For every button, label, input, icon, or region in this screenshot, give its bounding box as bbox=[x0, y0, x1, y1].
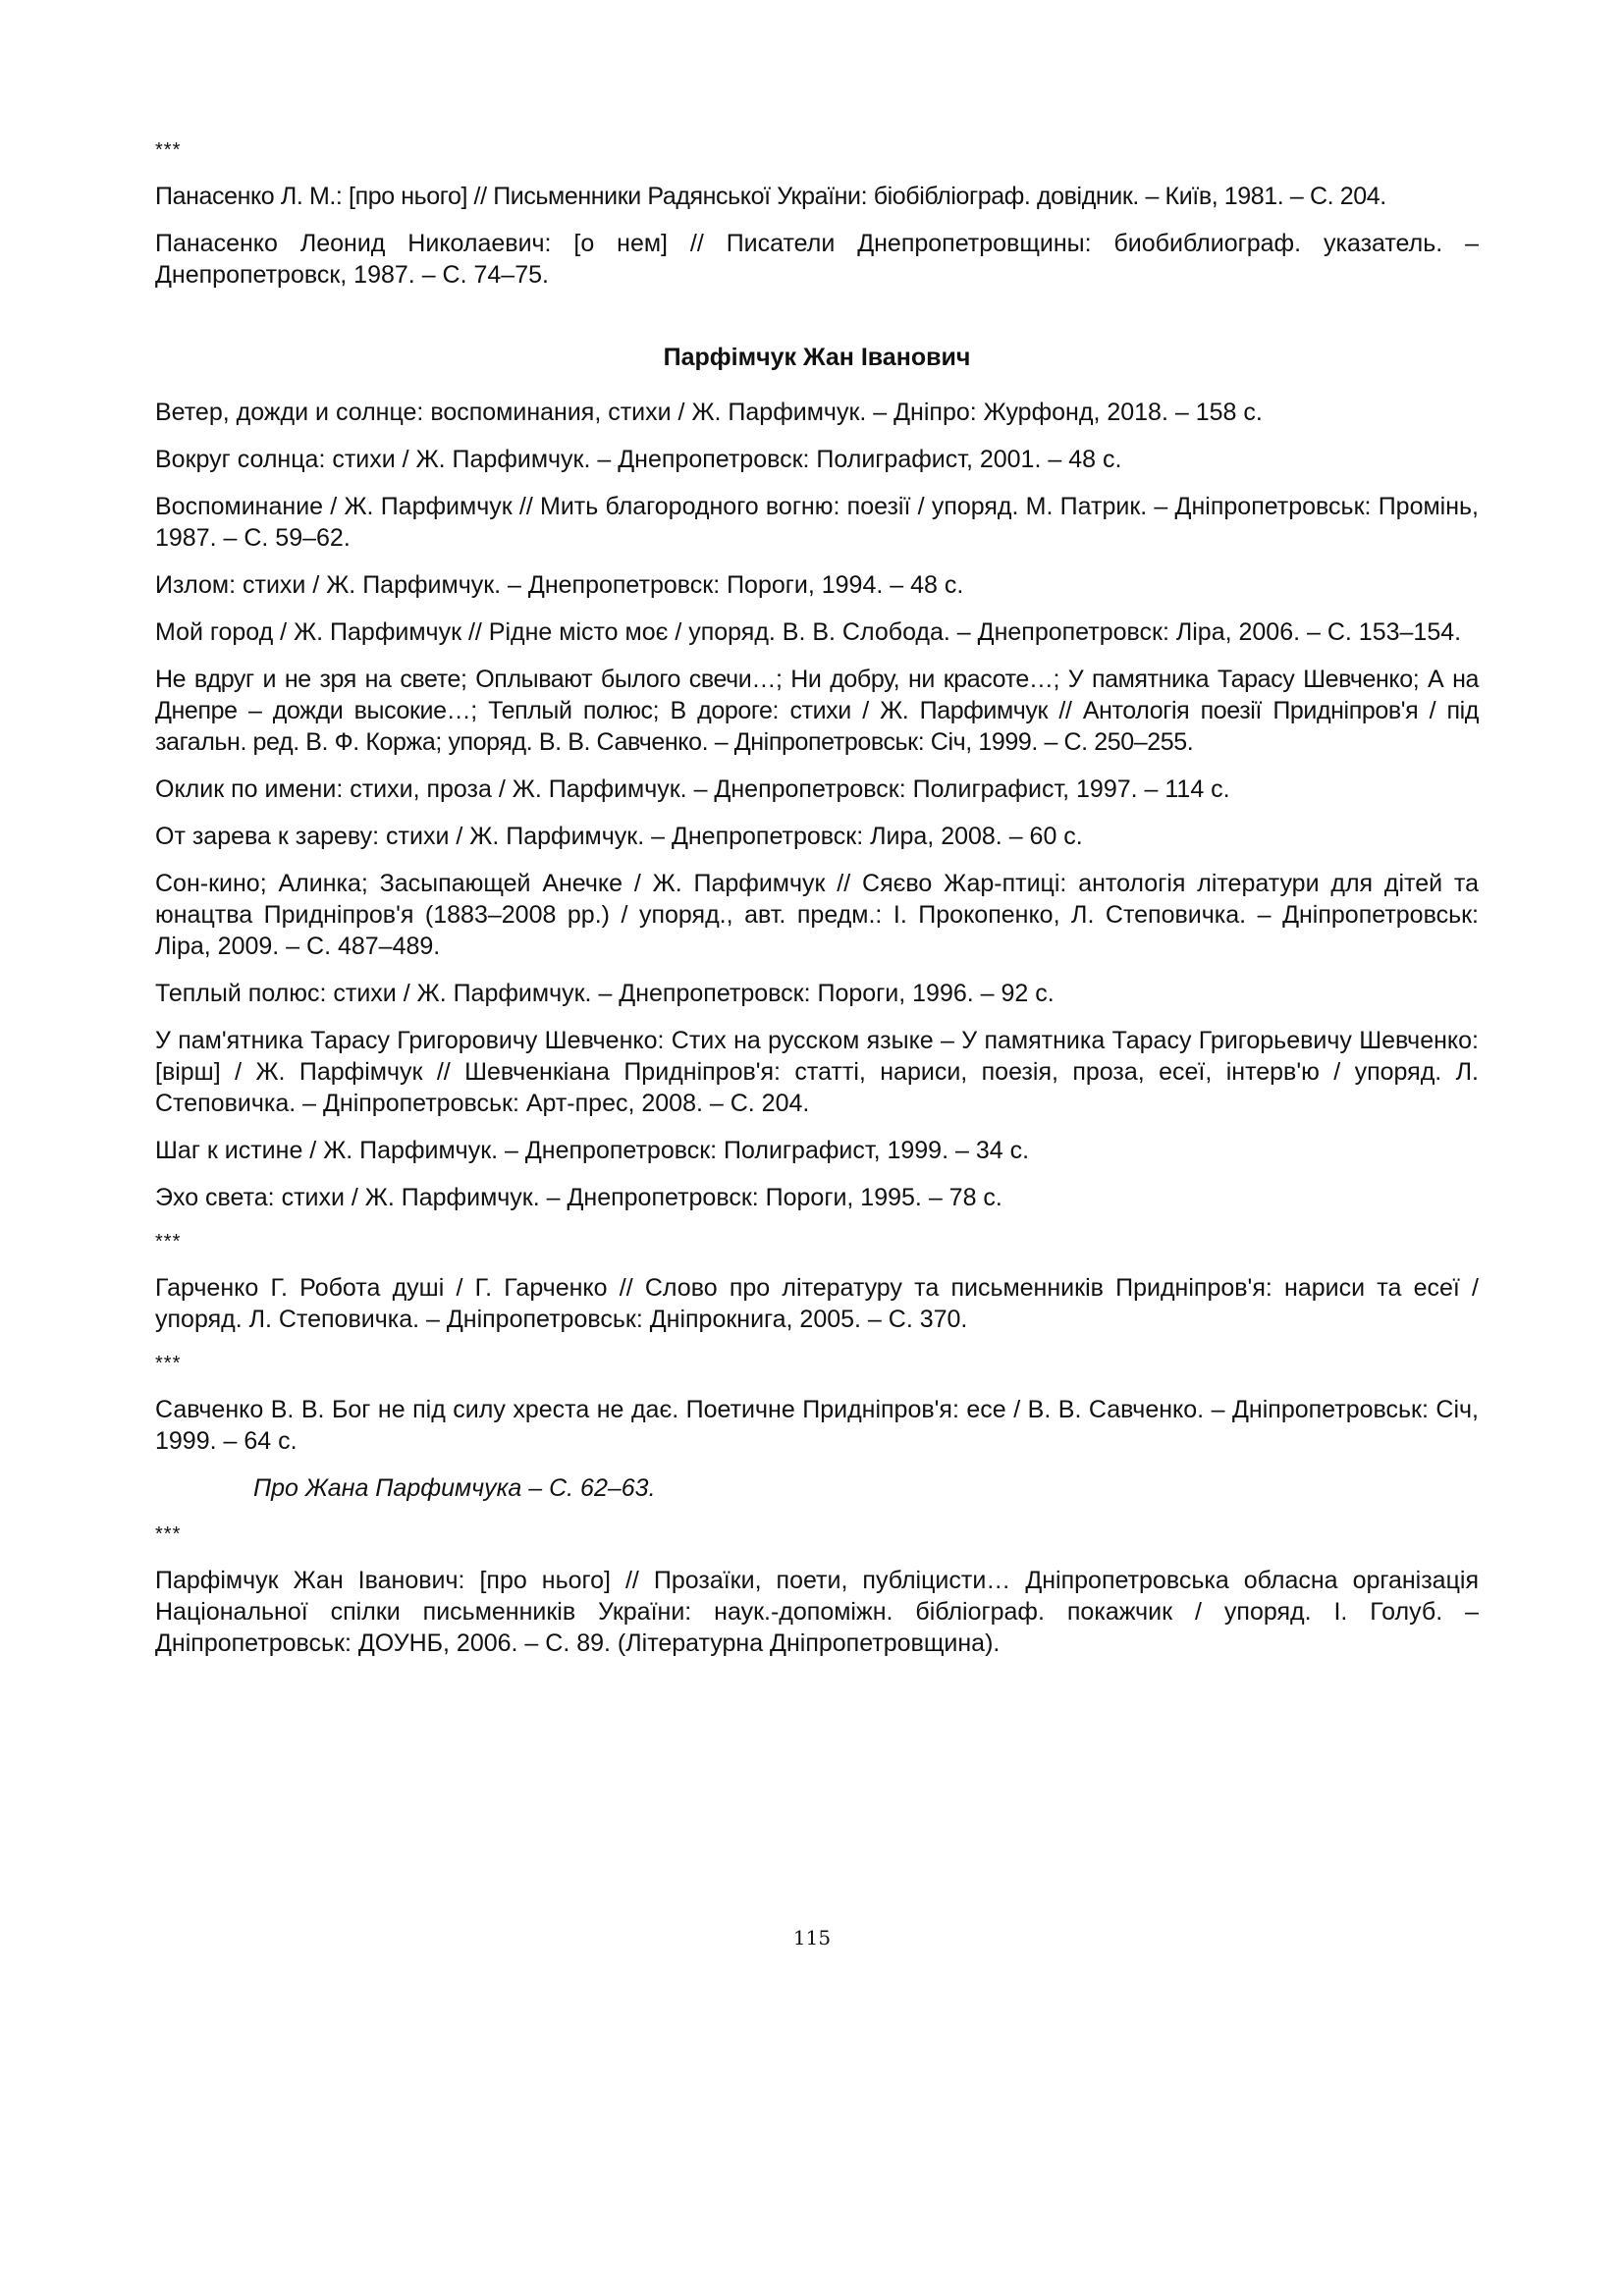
bibliography-entry: Оклик по имени: стихи, проза / Ж. Парфимчук. – Днепропетровск: Полиграфист, 1997. – 114 с. bbox=[155, 775, 1230, 803]
separator-stars: *** bbox=[155, 1523, 182, 1545]
bibliography-entry: Воспоминание / Ж. Парфимчук // Мить благородного вогню: поезії / упоряд. М. Патрик. – Дніпропетровськ: Промінь, 1987. – С. 59–62. bbox=[155, 493, 1479, 552]
section-heading: Парфімчук Жан Іванович bbox=[663, 344, 971, 371]
bibliography-entry: Сон-кино; Алинка; Засыпающей Анечке / Ж. Парфимчук // Сяєво Жар-птиці: антологія літератури для дітей та юнацтва Придніпров'я (1883–2008 рр.) / упоряд., авт. предм.: І. Прокопенко, Л. Степовичка. – Дніпропетровськ: Ліра, 2009. – С. 487–489. bbox=[155, 870, 1479, 960]
bibliography-entry: Панасенко Леонид Николаевич: [о нем] // Писатели Днепропетровщины: биобиблиограф. указатель. – Днепропетровск, 1987. – С. 74–75. bbox=[155, 230, 1479, 289]
bibliography-entry: У пам'ятника Тарасу Григоровичу Шевченко: Стих на русском языке – У памятника Тарасу Григорьевичу Шевченко: [вірш] / Ж. Парфімчук // Шевченкіана Придніпров'я: статті, нариси, поезія, проза, есеї, інтерв'ю / упоряд. Л. Степовичка. – Дніпропетровськ: Арт-прес, 2008. – С. 204. bbox=[155, 1027, 1479, 1117]
bibliography-entry: Ветер, дожди и солнце: воспоминания, стихи / Ж. Парфимчук. – Дніпро: Журфонд, 2018. – 158 с. bbox=[155, 399, 1263, 426]
bibliography-entry: Панасенко Л. М.: [про нього] // Письменники Радянської України: біобібліограф. довідник. – Київ, 1981. – С. 204. bbox=[155, 183, 1386, 210]
bibliography-entry: Парфімчук Жан Іванович: [про нього] // Прозаїки, поети, публіцисти… Дніпропетровська обласна організація Національної спілки письменників України: наук.-допоміжн. бібліограф. покажчик / упоряд. І. Голуб. – Дніпропетровськ: ДОУНБ, 2006. – С. 89. (Літературна Дніпропетровщина). bbox=[155, 1567, 1479, 1657]
separator-stars: *** bbox=[155, 139, 182, 161]
separator-stars: *** bbox=[155, 1231, 182, 1253]
document-page bbox=[155, 137, 1479, 1675]
bibliography-entry: Эхо света: стихи / Ж. Парфимчук. – Днепропетровск: Пороги, 1995. – 78 с. bbox=[155, 1184, 1002, 1211]
bibliography-entry: Не вдруг и не зря на свете; Оплывают былого свечи…; Ни добру, ни красоте…; У памятника Тарасу Шевченко; А на Днепре – дожди высокие…; Теплый полюс; В дороге: стихи / Ж. Парфимчук // Антологія поезії Придніпров'я / під загальн. ред. В. Ф. Коржа; упоряд. В. В. Савченко. – Дніпропетровськ: Січ, 1999. – С. 250–255. bbox=[155, 666, 1479, 756]
page-number: 115 bbox=[792, 1926, 832, 1949]
bibliography-entry: Теплый полюс: стихи / Ж. Парфимчук. – Днепропетровск: Пороги, 1996. – 92 с. bbox=[155, 980, 1055, 1007]
bibliography-entry: Мой город / Ж. Парфимчук // Рідне місто моє / упоряд. В. В. Слобода. – Днепропетровск: Ліра, 2006. – С. 153–154. bbox=[155, 618, 1462, 646]
separator-stars: *** bbox=[155, 1353, 182, 1374]
bibliography-entry: Савченко В. В. Бог не під силу хреста не дає. Поетичне Придніпров'я: есе / В. В. Савченко. – Дніпропетровськ: Січ, 1999. – 64 с. bbox=[155, 1396, 1479, 1455]
bibliography-entry: Шаг к истине / Ж. Парфимчук. – Днепропетровск: Полиграфист, 1999. – 34 с. bbox=[155, 1137, 1030, 1164]
bibliography-entry: От зарева к зареву: стихи / Ж. Парфимчук. – Днепропетровск: Лира, 2008. – 60 с. bbox=[155, 823, 1083, 850]
bibliography-entry: Вокруг солнца: стихи / Ж. Парфимчук. – Днепропетровск: Полиграфист, 2001. – 48 с. bbox=[155, 446, 1122, 473]
bibliography-entry: Излом: стихи / Ж. Парфимчук. – Днепропетровск: Пороги, 1994. – 48 с. bbox=[155, 571, 964, 599]
annotation-note: Про Жана Парфимчука – С. 62–63. bbox=[253, 1474, 656, 1502]
bibliography-entry: Гарченко Г. Робота душі / Г. Гарченко // Слово про літературу та письменників Придніпров'я: нариси та есеї / упоряд. Л. Степовичка. – Дніпропетровськ: Дніпрокнига, 2005. – С. 370. bbox=[155, 1274, 1479, 1333]
